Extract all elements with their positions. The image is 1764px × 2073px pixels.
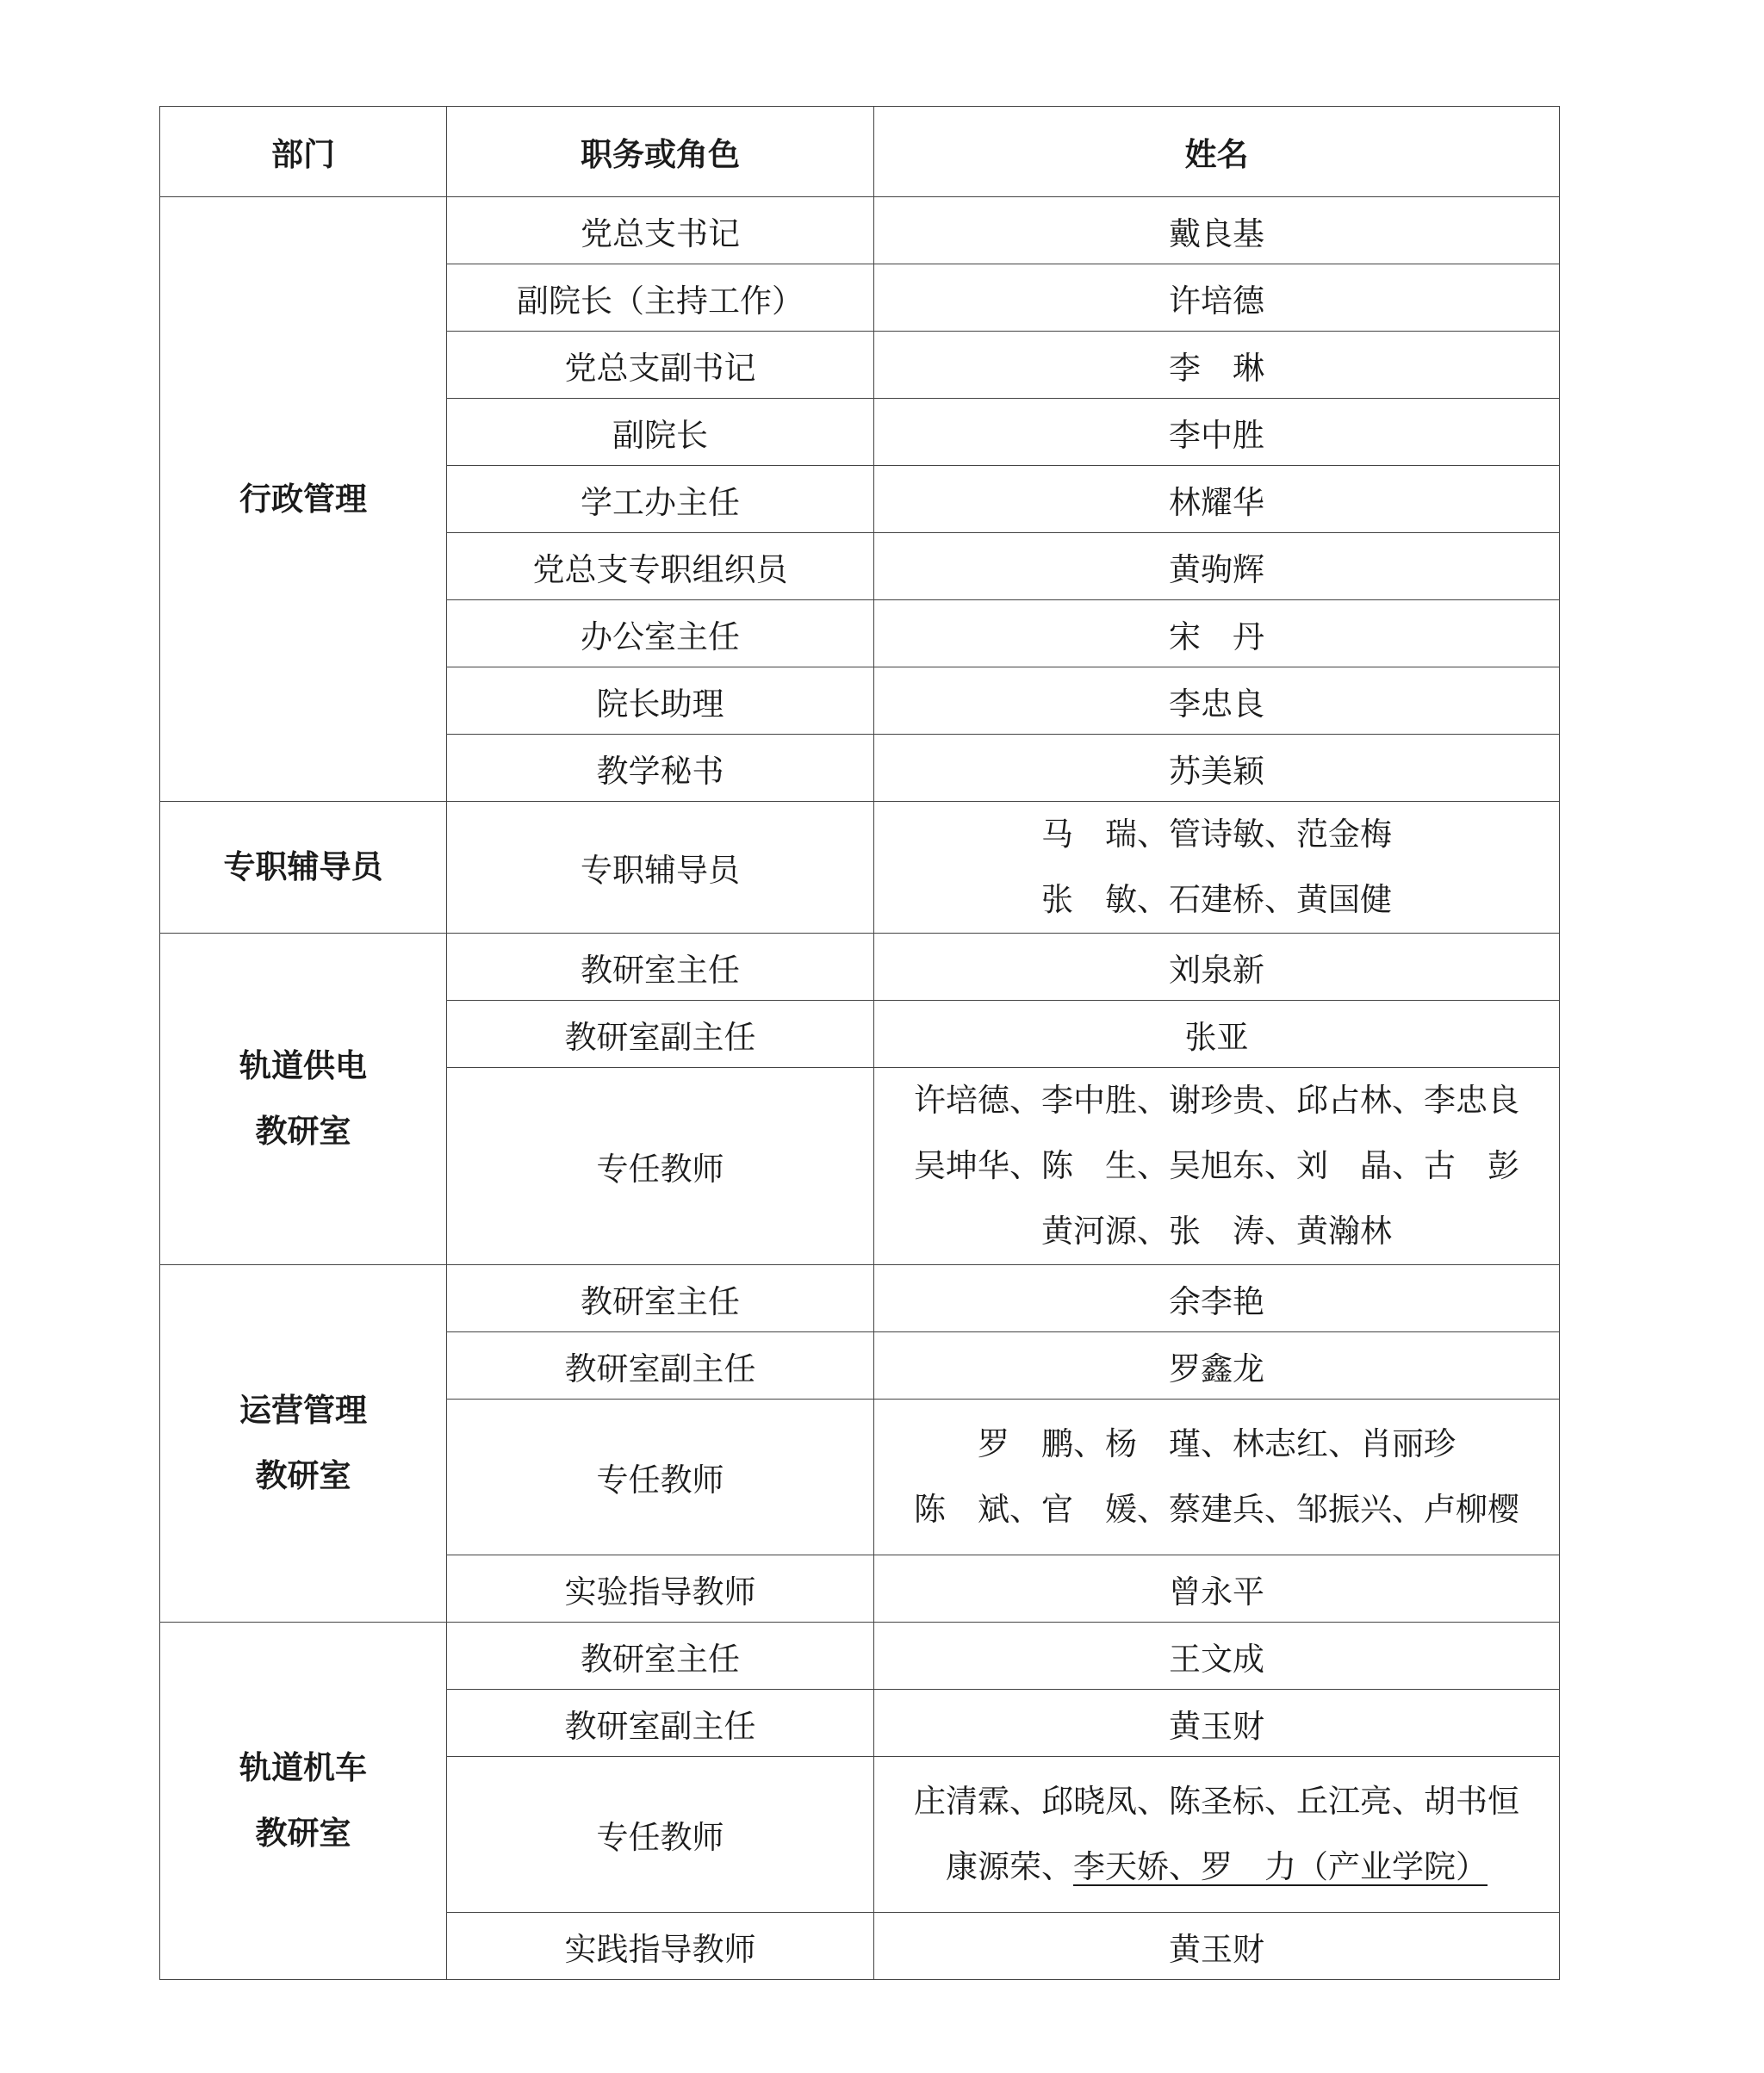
- name-line: 吴坤华、陈 生、吴旭东、刘 晶、古 彭: [914, 1147, 1519, 1184]
- dept-label: 教研室: [255, 1815, 351, 1852]
- name-cell: [874, 1757, 1560, 1913]
- dept-cell: [160, 934, 447, 1265]
- role-cell: 教研室副主任: [447, 1690, 874, 1757]
- role-cell: 教研室副主任: [447, 1001, 874, 1068]
- dept-label: 轨道供电: [239, 1047, 367, 1084]
- name-cell: 李 琳: [874, 332, 1560, 399]
- role-cell: 办公室主任: [447, 600, 874, 667]
- name-cell: 戴良基: [874, 197, 1560, 264]
- role-cell: 专任教师: [447, 1068, 874, 1265]
- role-cell: 专任教师: [447, 1757, 874, 1913]
- name-line: 陈 斌、官 媛、蔡建兵、邹振兴、卢柳樱: [914, 1491, 1519, 1528]
- role-cell: 党总支专职组织员: [447, 533, 874, 600]
- name-cell: 罗鑫龙: [874, 1332, 1560, 1400]
- name-cell: 李中胜: [874, 399, 1560, 466]
- role-cell: 实验指导教师: [447, 1555, 874, 1623]
- name-line: 马 瑞、管诗敏、范金梅: [1041, 816, 1392, 853]
- name-cell: 李忠良: [874, 667, 1560, 735]
- name-text: 康源荣、: [946, 1848, 1073, 1885]
- name-cell: 张亚: [874, 1001, 1560, 1068]
- dept-label: 教研室: [255, 1113, 351, 1150]
- dept-cell: [160, 197, 447, 802]
- dept-label: 运营管理: [239, 1392, 367, 1429]
- role-cell: 教研室副主任: [447, 1332, 874, 1400]
- dept-cell: [160, 802, 447, 934]
- role-cell: 教研室主任: [447, 934, 874, 1001]
- header-role: 职务或角色: [447, 107, 874, 197]
- name-line: 罗 鹏、杨 瑾、林志红、肖丽珍: [978, 1425, 1456, 1462]
- role-cell: 教研室主任: [447, 1265, 874, 1332]
- role-cell: 党总支书记: [447, 197, 874, 264]
- name-cell: [874, 1068, 1560, 1265]
- dept-cell: [160, 1623, 447, 1980]
- name-cell: [874, 802, 1560, 934]
- role-cell: 教学秘书: [447, 735, 874, 802]
- name-cell: 王文成: [874, 1623, 1560, 1690]
- name-line: 黄河源、张 涛、黄瀚林: [1041, 1213, 1392, 1250]
- name-line: 许培德、李中胜、谢珍贵、邱占林、李忠良: [914, 1082, 1519, 1119]
- role-cell: 党总支副书记: [447, 332, 874, 399]
- name-line: 庄清霖、邱晓凤、陈圣标、丘江亮、胡书恒: [914, 1783, 1519, 1820]
- role-cell: 副院长: [447, 399, 874, 466]
- role-cell: 教研室主任: [447, 1623, 874, 1690]
- underlined-names: 李天娇、罗 力（产业学院）: [1073, 1848, 1488, 1885]
- dept-label: 行政管理: [239, 480, 367, 518]
- role-cell: 院长助理: [447, 667, 874, 735]
- dept-label: 轨道机车: [239, 1749, 367, 1786]
- name-cell: 黄驹辉: [874, 533, 1560, 600]
- dept-label: 专职辅导员: [223, 848, 383, 885]
- table-row: [160, 934, 1560, 1001]
- name-cell: 余李艳: [874, 1265, 1560, 1332]
- name-cell: [874, 1400, 1560, 1555]
- role-cell: 专任教师: [447, 1400, 874, 1555]
- role-cell: 副院长（主持工作）: [447, 264, 874, 332]
- name-cell: 苏美颖: [874, 735, 1560, 802]
- table-row: [160, 802, 1560, 934]
- name-cell: 刘泉新: [874, 934, 1560, 1001]
- name-cell: 黄玉财: [874, 1913, 1560, 1980]
- dept-label: 教研室: [255, 1457, 351, 1494]
- name-line: 张 敏、石建桥、黄国健: [1041, 881, 1392, 918]
- name-cell: 宋 丹: [874, 600, 1560, 667]
- role-cell: 专职辅导员: [447, 802, 874, 934]
- table-row: [160, 197, 1560, 264]
- role-cell: 学工办主任: [447, 466, 874, 533]
- role-cell: 实践指导教师: [447, 1913, 874, 1980]
- table-row: [160, 1265, 1560, 1332]
- header-name: 姓名: [874, 107, 1560, 197]
- table-row: [160, 1623, 1560, 1690]
- header-row: [160, 107, 1560, 197]
- name-line-mixed: [874, 1834, 1559, 1900]
- name-cell: 曾永平: [874, 1555, 1560, 1623]
- header-dept: 部门: [160, 107, 447, 197]
- name-cell: 林耀华: [874, 466, 1560, 533]
- name-cell: 黄玉财: [874, 1690, 1560, 1757]
- dept-cell: [160, 1265, 447, 1623]
- staff-roster-table: [159, 106, 1560, 1980]
- name-cell: 许培德: [874, 264, 1560, 332]
